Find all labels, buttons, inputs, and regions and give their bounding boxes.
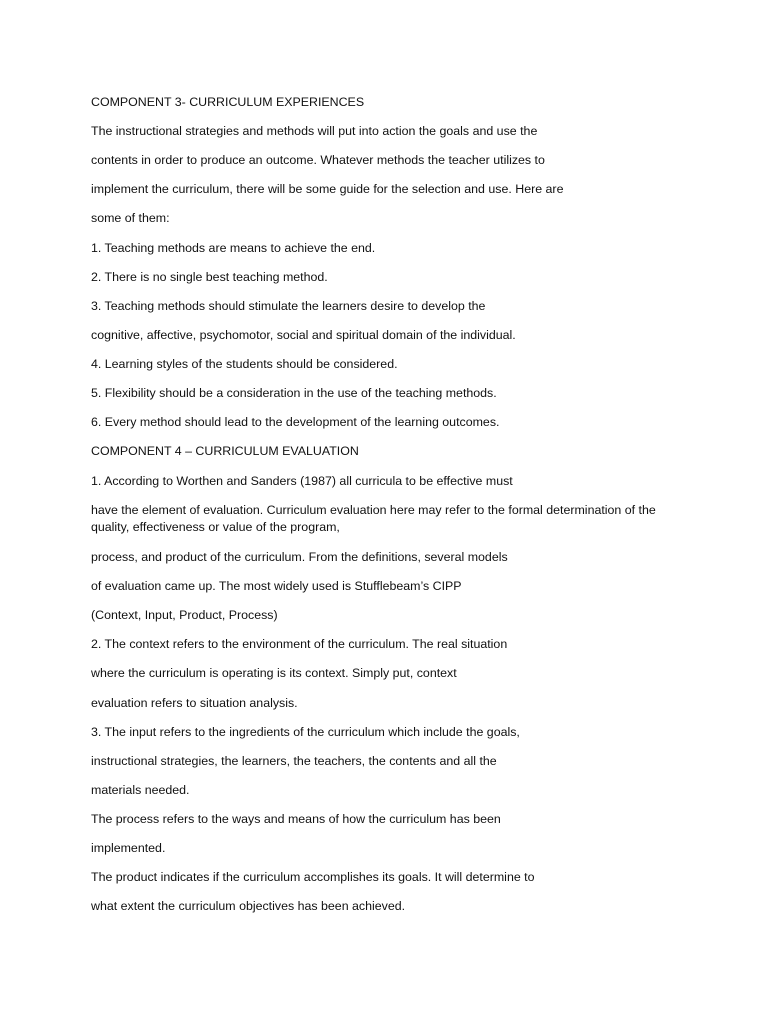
- list-item: 6. Every method should lead to the development of the learning outcomes.: [91, 415, 500, 429]
- list-item: 2. The context refers to the environment of the curriculum. The real situation: [91, 637, 508, 651]
- list-item: 1. Teaching methods are means to achieve the end.: [91, 241, 376, 255]
- list-item: 5. Flexibility should be a consideration in the use of the teaching methods.: [91, 386, 497, 400]
- paragraph-line: process, and product of the curriculum. From the definitions, several models: [91, 550, 508, 564]
- paragraph-line: The instructional strategies and methods will put into action the goals and use the: [91, 124, 538, 138]
- paragraph-line: The product indicates if the curriculum accomplishes its goals. It will determine to: [91, 870, 535, 884]
- heading-component-4: COMPONENT 4 – CURRICULUM EVALUATION: [91, 444, 359, 458]
- paragraph-line: implemented.: [91, 841, 166, 855]
- list-item: 1. According to Worthen and Sanders (1987) all curricula to be effective must: [91, 474, 513, 488]
- list-item: 3. Teaching methods should stimulate the learners desire to develop the: [91, 299, 486, 313]
- paragraph-line: implement the curriculum, there will be some guide for the selection and use. Here are: [91, 182, 564, 196]
- heading-component-3: COMPONENT 3- CURRICULUM EXPERIENCES: [91, 95, 365, 109]
- list-item-continuation: instructional strategies, the learners, the teachers, the contents and all the: [91, 754, 497, 768]
- paragraph-line: of evaluation came up. The most widely used is Stufflebeam’s CIPP: [91, 579, 462, 593]
- paragraph-line: (Context, Input, Product, Process): [91, 608, 278, 622]
- paragraph-line: some of them:: [91, 211, 170, 225]
- paragraph-line: contents in order to produce an outcome. Whatever methods the teacher utilizes to: [91, 153, 545, 167]
- paragraph-line: what extent the curriculum objectives has been achieved.: [91, 899, 406, 913]
- list-item: 4. Learning styles of the students should be considered.: [91, 357, 398, 371]
- paragraph-line: The process refers to the ways and means of how the curriculum has been: [91, 812, 501, 826]
- list-item-continuation: materials needed.: [91, 783, 190, 797]
- list-item-continuation: have the element of evaluation. Curriculum evaluation here may refer to the formal determination of the quality, effectiveness or value of the program,: [91, 503, 656, 534]
- list-item-continuation: evaluation refers to situation analysis.: [91, 696, 298, 710]
- list-item: 2. There is no single best teaching method.: [91, 270, 328, 284]
- list-item: 3. The input refers to the ingredients of the curriculum which include the goals,: [91, 725, 520, 739]
- list-item-continuation: cognitive, affective, psychomotor, social and spiritual domain of the individual.: [91, 328, 516, 342]
- list-item-continuation: where the curriculum is operating is its context. Simply put, context: [91, 666, 457, 680]
